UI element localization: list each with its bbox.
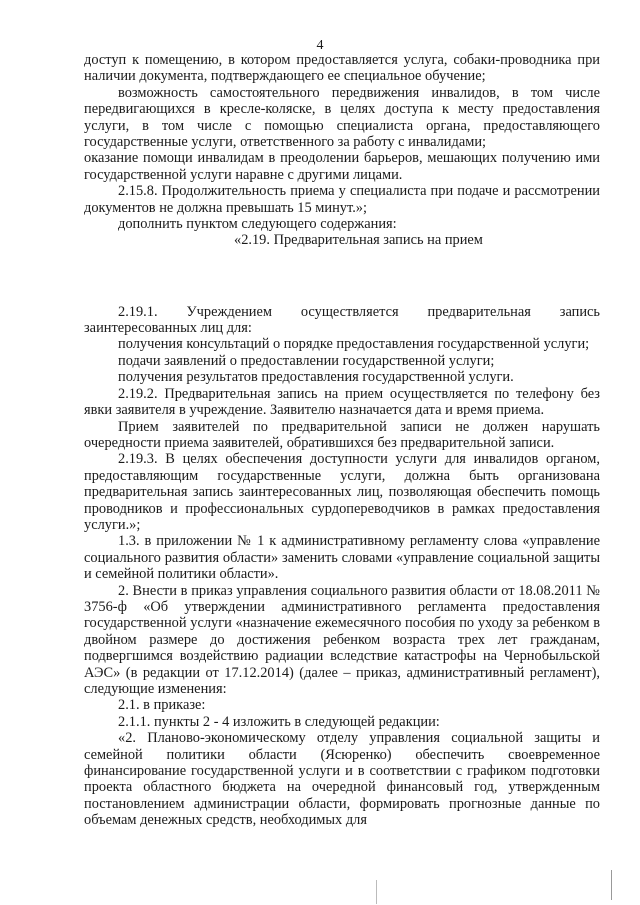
paragraph: 2.19.1. Учреждением осуществляется предварительная запись заинтересованных лиц для:: [84, 303, 600, 337]
paragraph: получения консультаций о порядке предоставления государственной услуги;: [118, 336, 590, 353]
paragraph: 2.1.1. пункты 2 - 4 изложить в следующей редакции:: [118, 713, 440, 730]
paragraph: возможность самостоятельного передвижения инвалидов, в том числе передвигающихся в кресле-коляске, в целях доступа к месту предоставления услуги, в том числе с помощью специалиста органа, предоставляющего государственные услуги, ответственного за работу с инвалидами;: [84, 84, 600, 151]
page-number: 4: [316, 38, 324, 53]
paragraph: 2.19.3. В целях обеспечения доступности услуги для инвалидов органом, предоставляющим государственные услуги, должна быть организована предварительная запись заинтересованных лиц, позволяющая обеспечить помощь проводников и профессиональных сурдопереводчиков в рамках предоставления услуги.»;: [84, 451, 600, 533]
paragraph: 2.19.2. Предварительная запись на прием осуществляется по телефону без явки заявителя в учреждение. Заявителю назначается дата и время приема.: [84, 385, 600, 419]
spacer: [84, 263, 600, 289]
paragraph: 2.1. в приказе:: [118, 697, 206, 714]
paragraph: оказание помощи инвалидам в преодолении барьеров, мешающих получению ими государственной услуги наравне с другими лицами.: [84, 150, 600, 183]
paragraph: дополнить пунктом следующего содержания:: [118, 216, 397, 233]
paragraph: подачи заявлений о предоставлении государственной услуги;: [118, 352, 495, 369]
paragraph: доступ к помещению, в котором предоставляется услуга, собаки-проводника при наличии документа, подтверждающего ее специальное обучение;: [84, 52, 600, 85]
paragraph: Прием заявителей по предварительной записи не должен нарушать очередности приема заявителей, обратившихся без предварительной записи.: [84, 418, 600, 451]
scan-edge-mark: [611, 870, 612, 900]
paragraph: «2.19. Предварительная запись на прием: [234, 232, 483, 249]
paragraph: 2. Внести в приказ управления социального развития области от 18.08.2011 № 3756-ф «Об утверждении административного регламента предоставления государственной услуги «назначение ежемесячного пособия по уходу за ребенком в двойном размере до достижения ребенком возраста трех лет гражданам, подвергшимся воздействию радиации вследствие катастрофы на Чернобыльской АЭС» (в редакции от 17.12.2014) (далее – приказ, административный регламент), следующие изменения:: [84, 582, 600, 697]
paragraph: 2.15.8. Продолжительность приема у специалиста при подаче и рассмотрении документов не должна превышать 15 минут.»;: [84, 183, 600, 216]
paragraph: получения результатов предоставления государственной услуги.: [118, 369, 514, 386]
document-body: [84, 52, 600, 829]
paragraph: «2. Планово-экономическому отделу управления социальной защиты и семейной политики области (Ясюренко) обеспечить своевременное финансирование государственной услуги и в соответствии с графиком подготовки проекта областного бюджета на очередной финансовый год, утвержденным постановлением администрации области, формировать прогнозные данные по объемам денежных средств, необходимых для: [84, 730, 600, 829]
scan-fold-mark: [376, 880, 377, 904]
paragraph: 1.3. в приложении № 1 к административному регламенту слова «управление социального развития области» заменить словами «управление социальной защиты и семейной политики области».: [84, 533, 600, 583]
